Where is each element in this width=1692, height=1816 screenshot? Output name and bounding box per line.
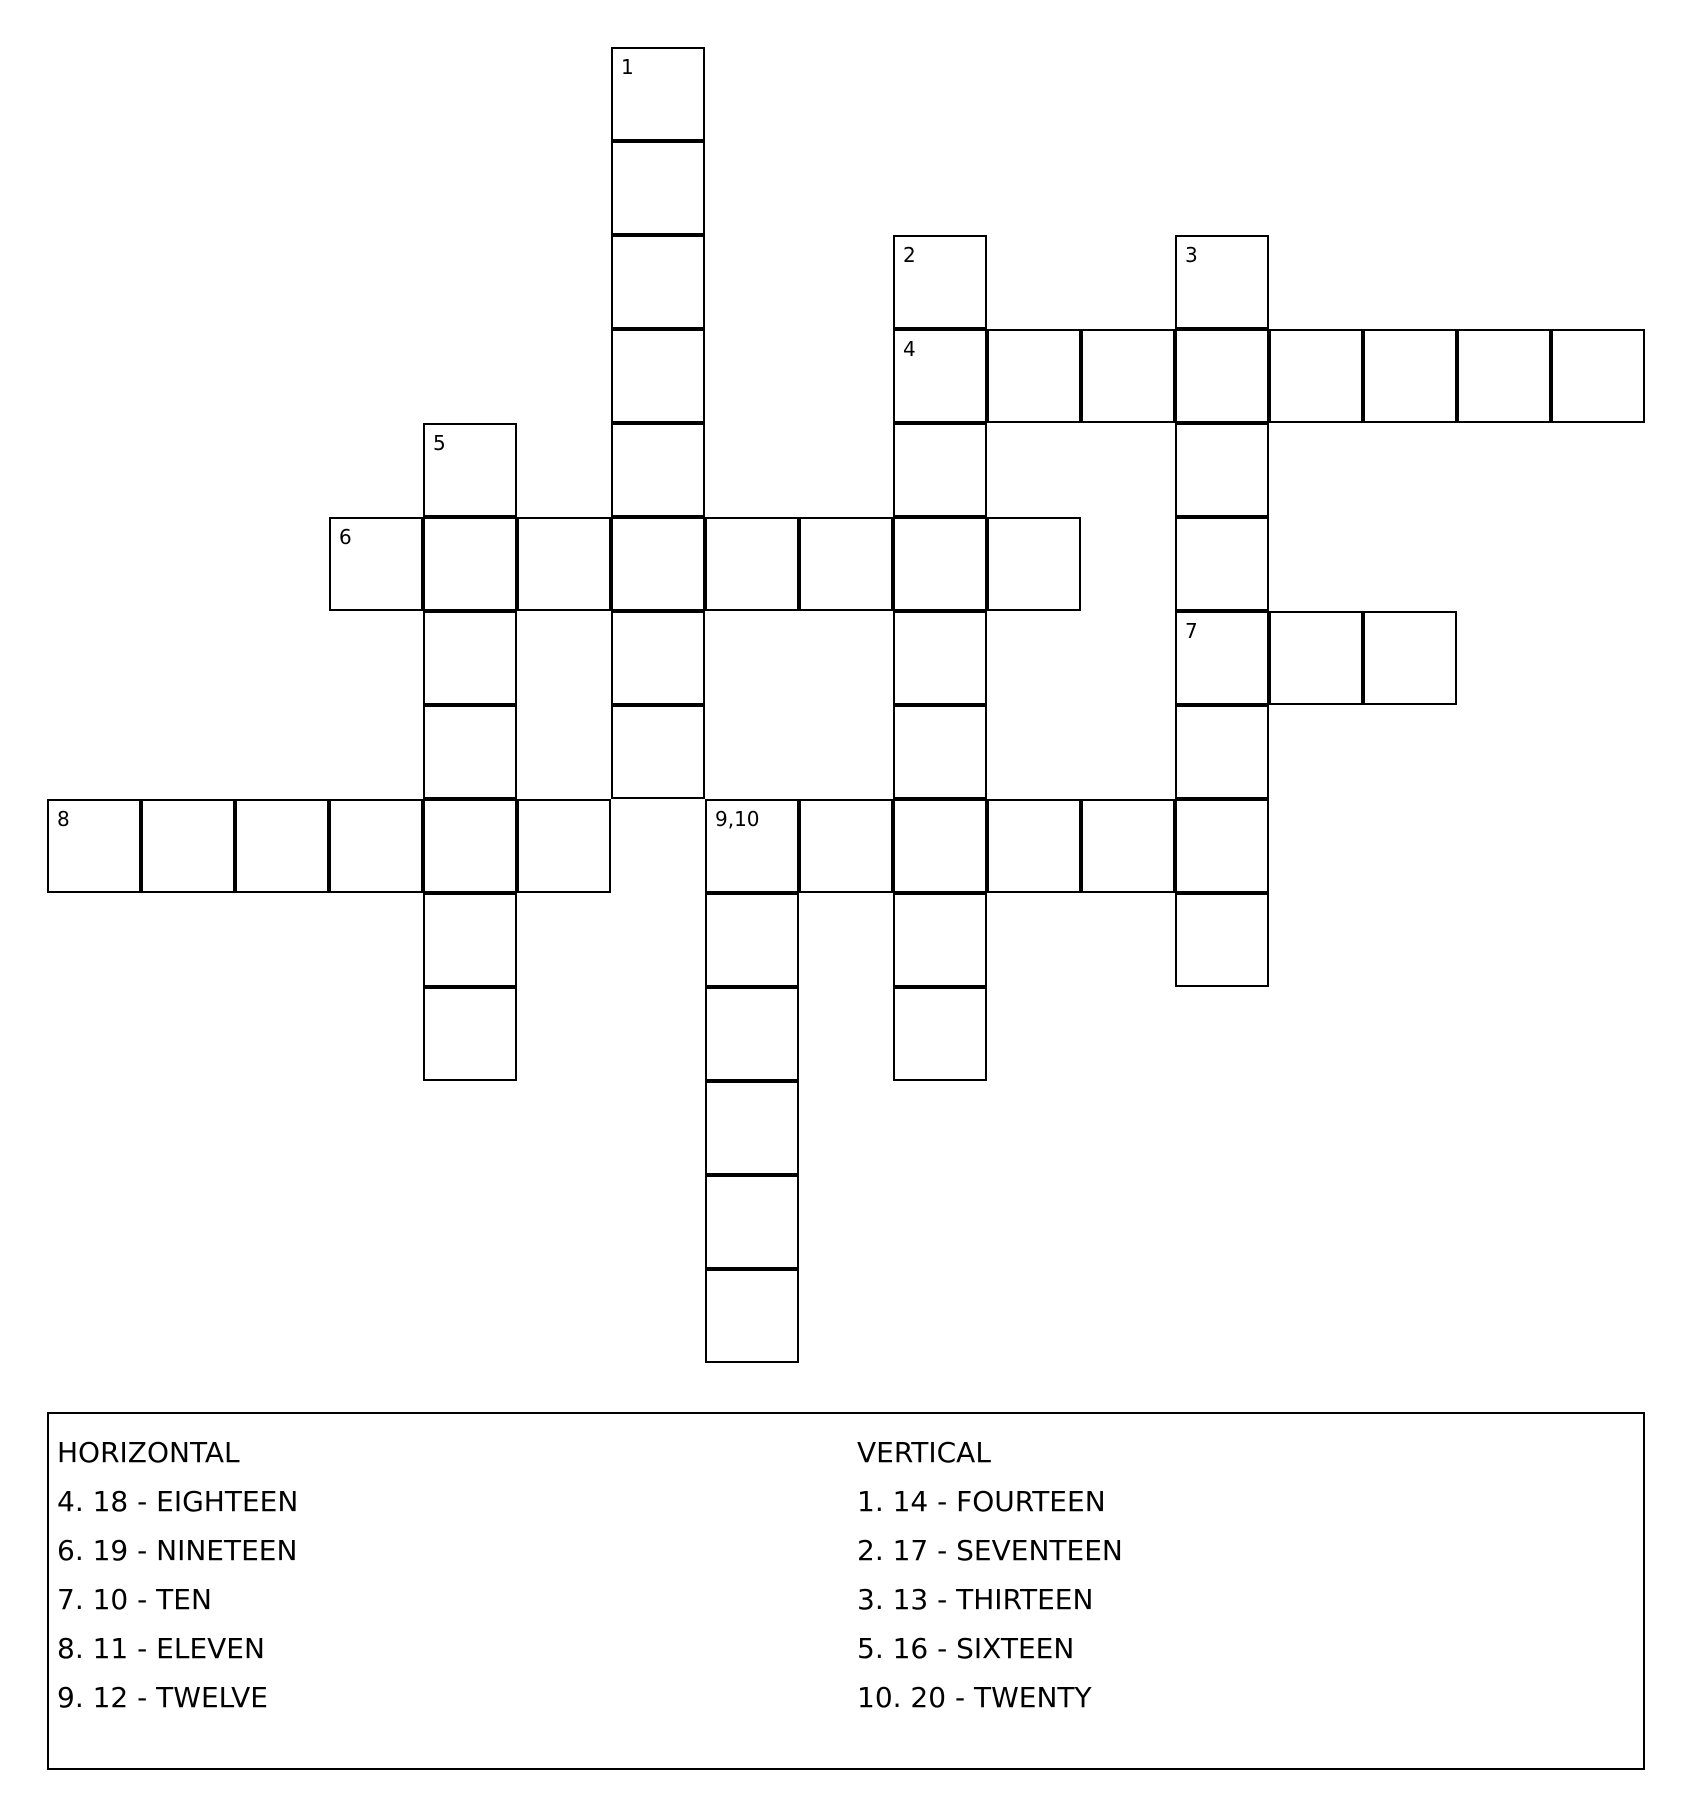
crossword-cell[interactable] <box>987 329 1081 423</box>
clue-item: 4. 18 - EIGHTEEN <box>57 1485 299 1518</box>
clue-number: 6 <box>339 525 352 549</box>
crossword-cell[interactable] <box>611 329 705 423</box>
clue-item: 9. 12 - TWELVE <box>57 1681 268 1714</box>
crossword-cell[interactable] <box>611 47 705 141</box>
crossword-cell[interactable] <box>705 1081 799 1175</box>
clue-number: 8 <box>57 807 70 831</box>
clue-item: 5. 16 - SIXTEEN <box>857 1632 1075 1665</box>
crossword-cell[interactable] <box>893 423 987 517</box>
crossword-cell[interactable] <box>423 893 517 987</box>
crossword-cell[interactable] <box>1175 517 1269 611</box>
clue-item: 10. 20 - TWENTY <box>857 1681 1092 1714</box>
crossword-cell[interactable] <box>517 799 611 893</box>
crossword-cell[interactable] <box>893 517 987 611</box>
crossword-cell[interactable] <box>1551 329 1645 423</box>
crossword-cell[interactable] <box>893 329 987 423</box>
clue-number: 3 <box>1185 243 1198 267</box>
crossword-cell[interactable] <box>423 423 517 517</box>
crossword-cell[interactable] <box>1175 799 1269 893</box>
crossword-cell[interactable] <box>987 799 1081 893</box>
clue-number: 1 <box>621 55 634 79</box>
crossword-cell[interactable] <box>235 799 329 893</box>
crossword-cell[interactable] <box>893 893 987 987</box>
crossword-cell[interactable] <box>1081 799 1175 893</box>
crossword-cell[interactable] <box>893 235 987 329</box>
clue-number: 9,10 <box>715 807 760 831</box>
crossword-cell[interactable] <box>1175 235 1269 329</box>
horizontal-clues <box>57 1428 298 1722</box>
crossword-cell[interactable] <box>423 705 517 799</box>
clue-number: 4 <box>903 337 916 361</box>
crossword-cell[interactable] <box>1175 705 1269 799</box>
crossword-cell[interactable] <box>893 611 987 705</box>
clue-item: 1. 14 - FOURTEEN <box>857 1485 1106 1518</box>
crossword-cell[interactable] <box>423 517 517 611</box>
crossword-cell[interactable] <box>1457 329 1551 423</box>
crossword-cell[interactable] <box>517 517 611 611</box>
crossword-cell[interactable] <box>423 611 517 705</box>
crossword-cell[interactable] <box>611 141 705 235</box>
crossword-cell[interactable] <box>611 705 705 799</box>
crossword-cell[interactable] <box>1269 611 1363 705</box>
crossword-cell[interactable] <box>611 423 705 517</box>
crossword-cell[interactable] <box>1175 611 1269 705</box>
clue-number: 7 <box>1185 619 1198 643</box>
horizontal-heading: HORIZONTAL <box>57 1436 240 1469</box>
vertical-clues <box>857 1428 1123 1722</box>
crossword-cell[interactable] <box>141 799 235 893</box>
crossword-cell[interactable] <box>423 799 517 893</box>
crossword-cell[interactable] <box>799 517 893 611</box>
crossword-cell[interactable] <box>705 517 799 611</box>
crossword-cell[interactable] <box>1175 329 1269 423</box>
crossword-cell[interactable] <box>611 235 705 329</box>
clue-item: 2. 17 - SEVENTEEN <box>857 1534 1123 1567</box>
crossword-cell[interactable] <box>329 799 423 893</box>
crossword-cell[interactable] <box>1363 611 1457 705</box>
crossword-cell[interactable] <box>1175 893 1269 987</box>
clue-number: 5 <box>433 431 446 455</box>
crossword-cell[interactable] <box>799 799 893 893</box>
vertical-heading: VERTICAL <box>857 1436 991 1469</box>
crossword-cell[interactable] <box>705 1175 799 1269</box>
crossword-cell[interactable] <box>611 517 705 611</box>
crossword-cell[interactable] <box>893 799 987 893</box>
crossword-cell[interactable] <box>705 893 799 987</box>
crossword-cell[interactable] <box>423 987 517 1081</box>
clue-item: 8. 11 - ELEVEN <box>57 1632 265 1665</box>
crossword-cell[interactable] <box>47 799 141 893</box>
crossword-cell[interactable] <box>893 705 987 799</box>
crossword-cell[interactable] <box>329 517 423 611</box>
clue-box <box>47 1412 1645 1770</box>
crossword-cell[interactable] <box>1269 329 1363 423</box>
clue-item: 6. 19 - NINETEEN <box>57 1534 298 1567</box>
crossword-cell[interactable] <box>611 611 705 705</box>
crossword-cell[interactable] <box>1175 423 1269 517</box>
crossword-cell[interactable] <box>893 987 987 1081</box>
crossword-cell[interactable] <box>1081 329 1175 423</box>
crossword-cell[interactable] <box>705 1269 799 1363</box>
crossword-cell[interactable] <box>1363 329 1457 423</box>
clue-item: 7. 10 - TEN <box>57 1583 212 1616</box>
clue-item: 3. 13 - THIRTEEN <box>857 1583 1094 1616</box>
clue-number: 2 <box>903 243 916 267</box>
crossword-cell[interactable] <box>705 799 799 893</box>
crossword-cell[interactable] <box>987 517 1081 611</box>
crossword-cell[interactable] <box>705 987 799 1081</box>
